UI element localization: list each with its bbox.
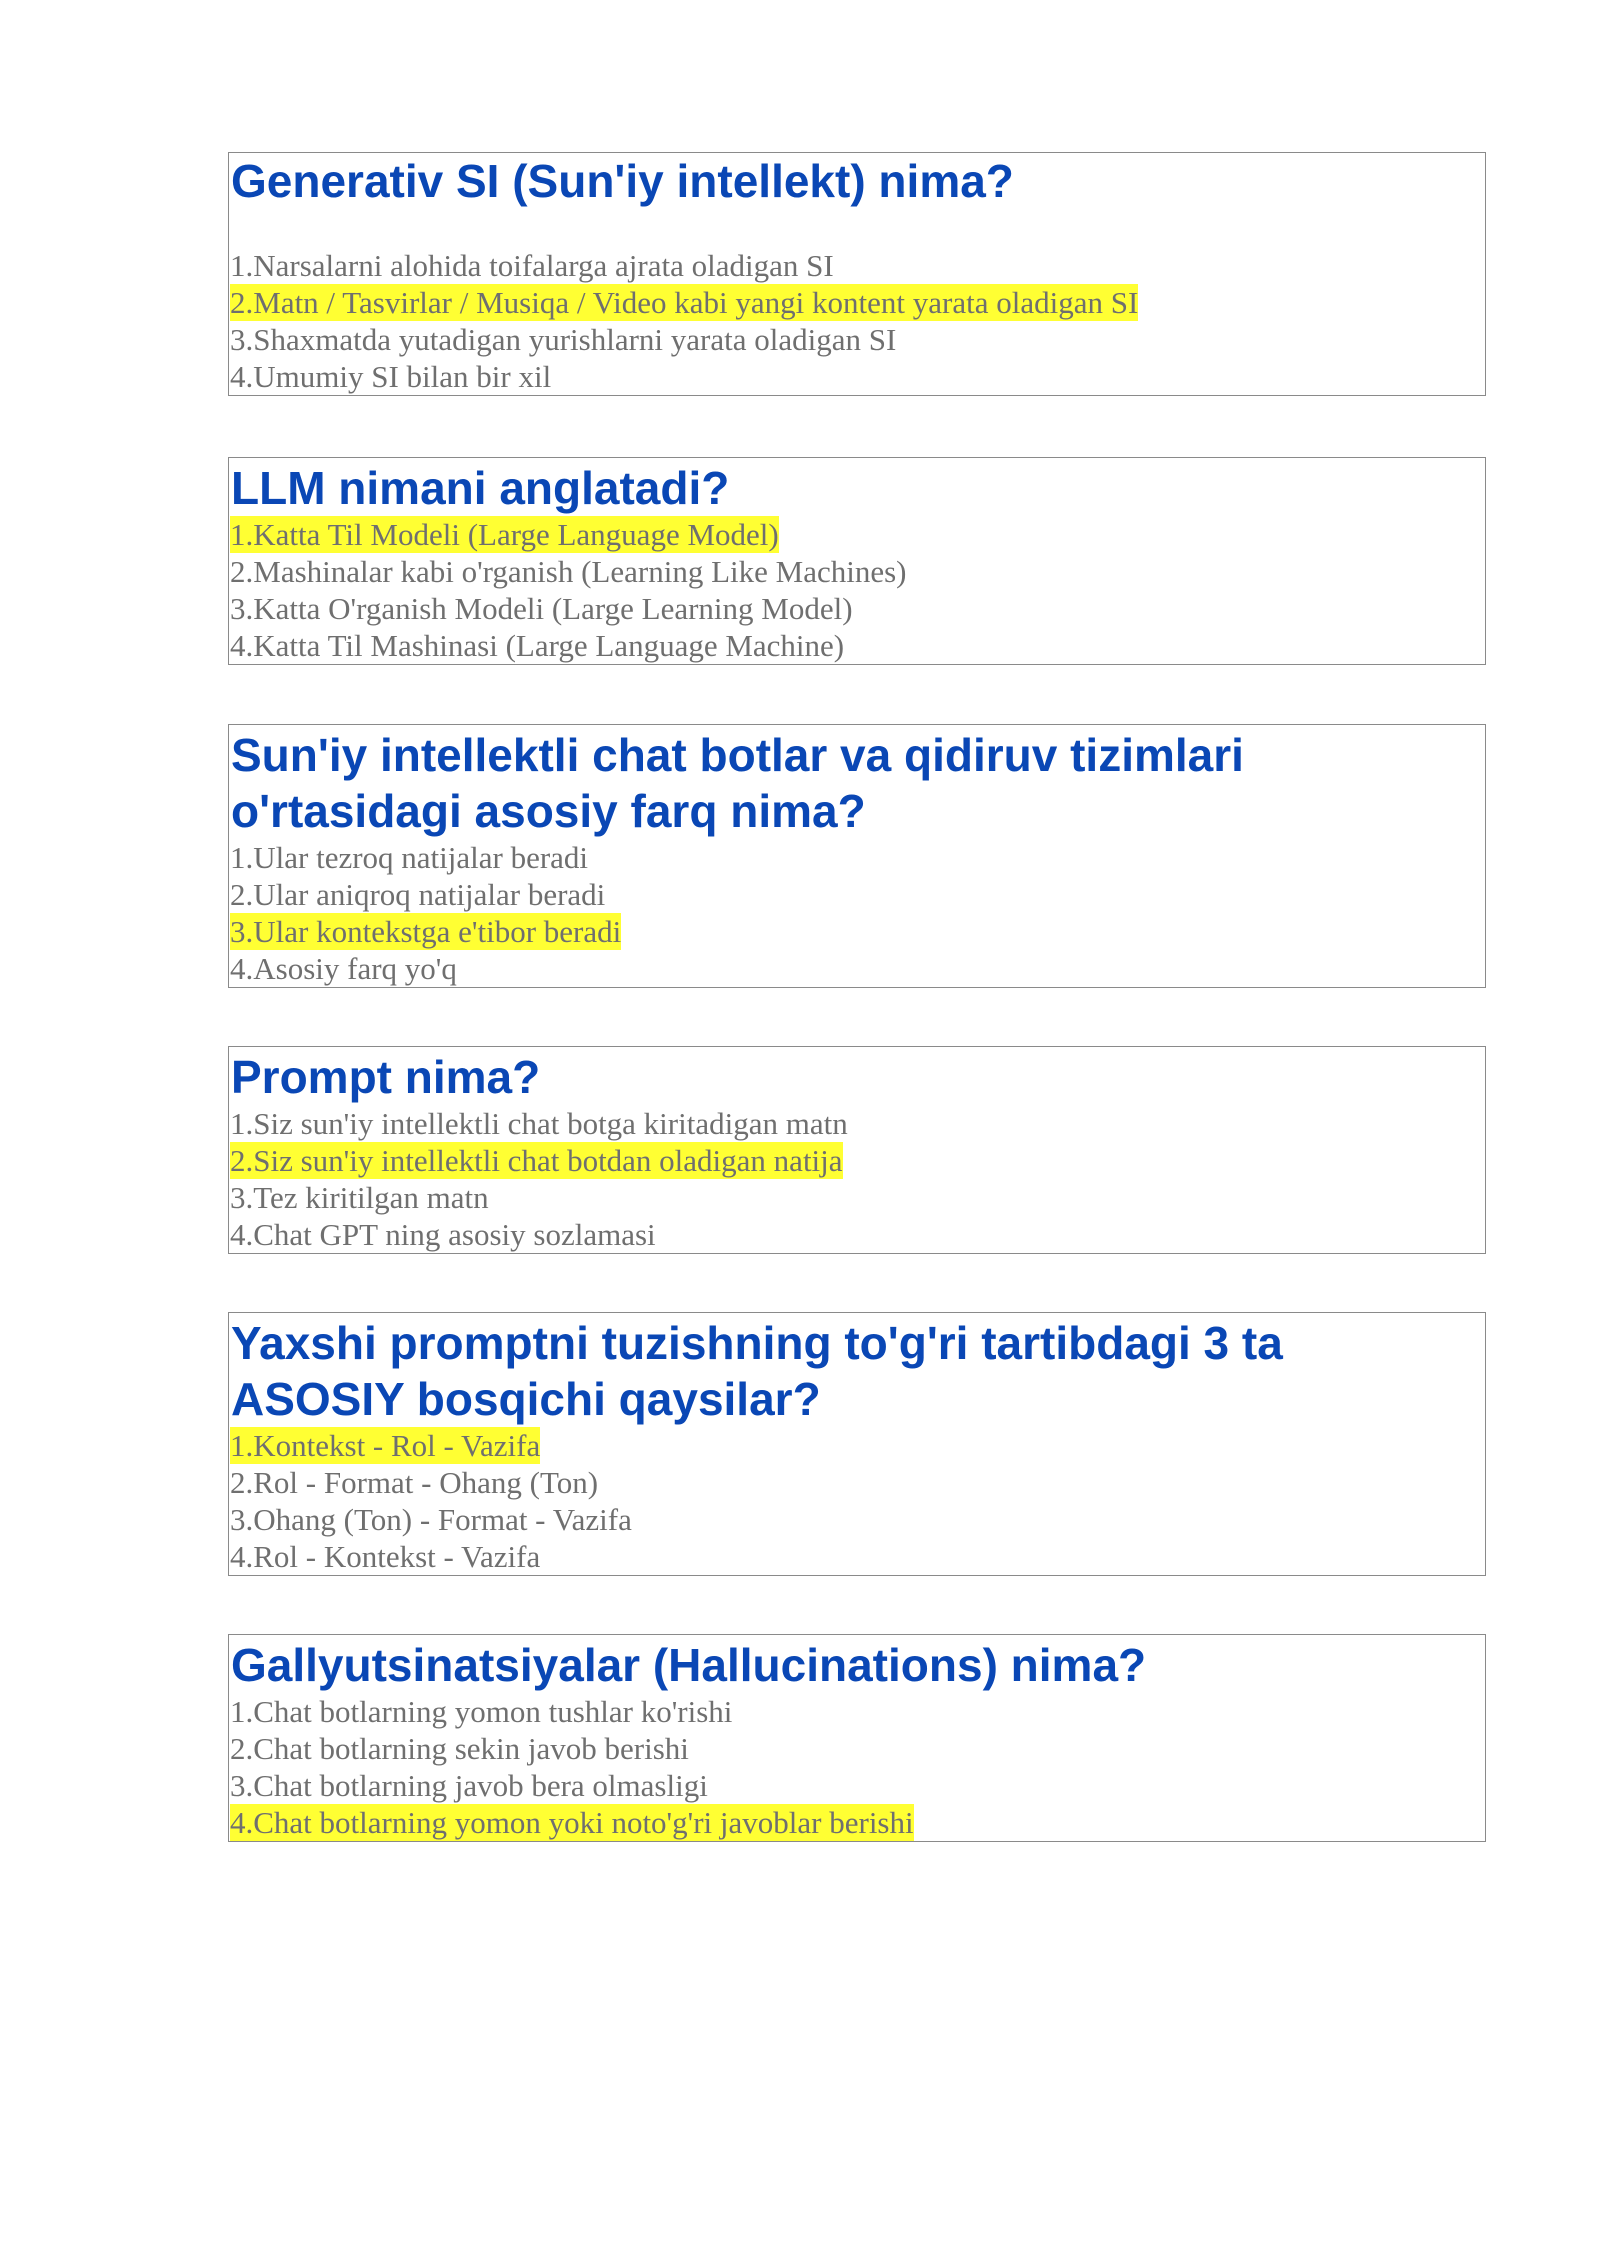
answer-option: 2.Chat botlarning sekin javob berishi [230,1731,689,1766]
answer-options [229,516,1485,664]
answer-option: 3.Ohang (Ton) - Format - Vazifa [230,1502,632,1537]
answer-option-correct: 2.Matn / Tasvirlar / Musiqa / Video kabi yangi kontent yarata oladigan SI [230,285,1139,320]
question-card-6 [228,1634,1486,1842]
answer-option: 2.Mashinalar kabi o'rganish (Learning Like Machines) [230,554,907,589]
question-card-3 [228,724,1486,988]
answer-option: 2.Rol - Format - Ohang (Ton) [230,1465,599,1500]
answer-option-correct: 4.Chat botlarning yomon yoki noto'g'ri javoblar berishi [230,1805,914,1840]
answer-option: 4.Umumiy SI bilan bir xil [230,359,552,394]
question-title [229,727,1485,839]
question-card-5 [228,1312,1486,1576]
answer-option: 1.Ular tezroq natijalar beradi [230,840,589,875]
question-title-line: ASOSIY bosqichi qaysilar? [231,1373,821,1425]
answer-options [229,247,1485,395]
answer-option: 3.Tez kiritilgan matn [230,1180,489,1215]
answer-option: 2.Ular aniqroq natijalar beradi [230,877,606,912]
answer-option: 1.Chat botlarning yomon tushlar ko'rishi [230,1694,733,1729]
answer-option-correct: 2.Siz sun'iy intellektli chat botdan oladigan natija [230,1143,843,1178]
question-card-2 [228,457,1486,665]
answer-options [229,1427,1485,1575]
question-title-line: Sun'iy intellektli chat botlar va qidiruv tizimlari [231,729,1244,781]
answer-option: 3.Katta O'rganish Modeli (Large Learning Model) [230,591,853,626]
answer-options [229,1693,1485,1841]
answer-option-correct: 3.Ular kontekstga e'tibor beradi [230,914,622,949]
question-title-line: o'rtasidagi asosiy farq nima? [231,785,866,837]
question-card-4 [228,1046,1486,1254]
answer-option: 4.Asosiy farq yo'q [230,951,457,986]
answer-option: 4.Katta Til Mashinasi (Large Language Machine) [230,628,845,663]
answer-option: 4.Chat GPT ning asosiy sozlamasi [230,1217,656,1252]
answer-option: 3.Shaxmatda yutadigan yurishlarni yarata oladigan SI [230,322,897,357]
answer-option: 3.Chat botlarning javob bera olmasligi [230,1768,708,1803]
question-card-1 [228,152,1486,396]
answer-option: 1.Narsalarni alohida toifalarga ajrata oladigan SI [230,248,834,283]
question-title: LLM nimani anglatadi? [231,462,730,514]
question-title-line: Yaxshi promptni tuzishning to'g'ri tartibdagi 3 ta [231,1317,1283,1369]
answer-option-correct: 1.Kontekst - Rol - Vazifa [230,1428,541,1463]
question-title [229,1315,1485,1427]
question-title: Prompt nima? [231,1051,541,1103]
question-title: Gallyutsinatsiyalar (Hallucinations) nima? [231,1639,1147,1691]
answer-option: 4.Rol - Kontekst - Vazifa [230,1539,541,1574]
answer-option-correct: 1.Katta Til Modeli (Large Language Model) [230,517,779,552]
question-title: Generativ SI (Sun'iy intellekt) nima? [231,155,1014,207]
answer-options [229,839,1485,987]
answer-options [229,1105,1485,1253]
answer-option: 1.Siz sun'iy intellektli chat botga kiritadigan matn [230,1106,848,1141]
